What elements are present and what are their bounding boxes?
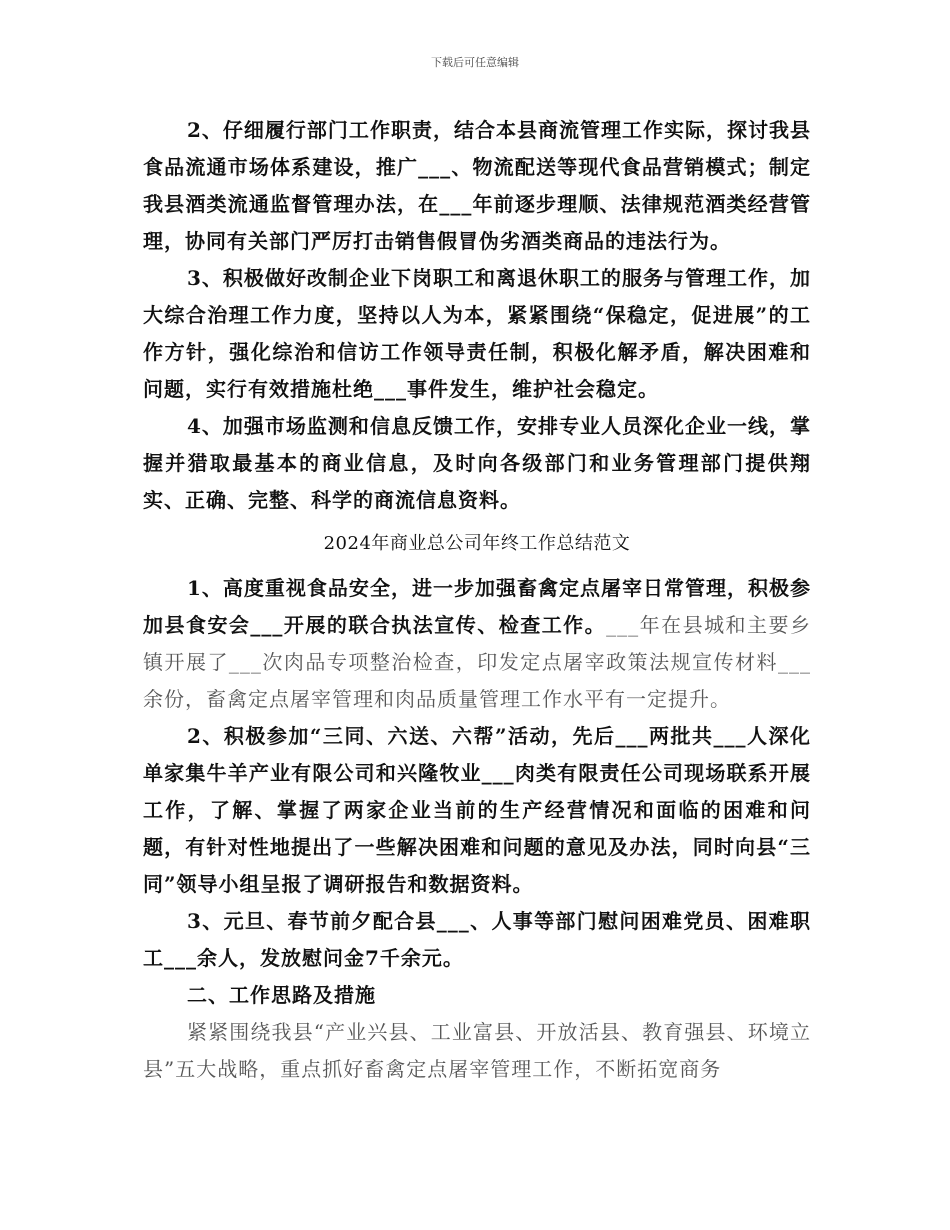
section-title: 2024年商业总公司年终工作总结范文 — [323, 533, 631, 554]
paragraph-summary-3: 3、元旦、春节前夕配合县___、人事等部门慰问困难党员、困难职工___余人，发放慰问金7千余元。 — [143, 909, 811, 970]
section-heading-2: 二、工作思路及措施 — [187, 983, 376, 1007]
paragraph-item-2: 2、仔细履行部门工作职责，结合本县商流管理工作实际，探讨我县食品流通市场体系建设，推广___、物流配送等现代食品营销模式；制定我县酒类流通监督管理办法，在___年前逐步理顺、法律规范酒类经营管理，协同有关部门严厉打击销售假冒伪劣酒类商品的违法行为。 — [143, 118, 811, 253]
paragraph-summary-1-bold: 1、高度重视食品安全，进一步加强畜禽定点屠宰日常管理，积极参加县食安会___开展的联合执法宣传、检查工作。 — [143, 576, 811, 637]
paragraph-summary-1 — [143, 570, 811, 718]
paragraph-strategy: 紧紧围绕我县“产业兴县、工业富县、开放活县、教育强县、环境立县”五大战略，重点抓好畜禽定点屠宰管理工作，不断拓宽商务 — [143, 1020, 811, 1081]
paragraph-summary-1-light: ___年在县城和主要乡镇开展了___次肉品专项整治检查，印发定点屠宰政策法规宣传材料___余份，畜禽定点屠宰管理和肉品质量管理工作水平有一定提升。 — [143, 613, 812, 711]
page-header: 下载后可任意编辑 — [431, 56, 519, 69]
paragraph-summary-2: 2、积极参加“三同、六送、六帮”活动，先后___两批共___人深化单家集牛羊产业有限公司和兴隆牧业___肉类有限责任公司现场联系开展工作，了解、掌握了两家企业当前的生产经营情况和面临的困难和问题，有针对性地提出了一些解决困难和问题的意见及办法，同时向县“三同”领导小组呈报了调研报告和数据资料。 — [143, 724, 811, 896]
document-body — [143, 112, 811, 1088]
paragraph-item-3: 3、积极做好改制企业下岗职工和离退休职工的服务与管理工作，加大综合治理工作力度，坚持以人为本，紧紧围绕“保稳定，促进展”的工作方针，强化综治和信访工作领导责任制，积极化解矛盾，解决困难和问题，实行有效措施杜绝___事件发生，维护社会稳定。 — [143, 266, 811, 401]
paragraph-item-4: 4、加强市场监测和信息反馈工作，安排专业人员深化企业一线，掌握并猎取最基本的商业信息，及时向各级部门和业务管理部门提供翔实、正确、完整、科学的商流信息资料。 — [143, 414, 811, 512]
